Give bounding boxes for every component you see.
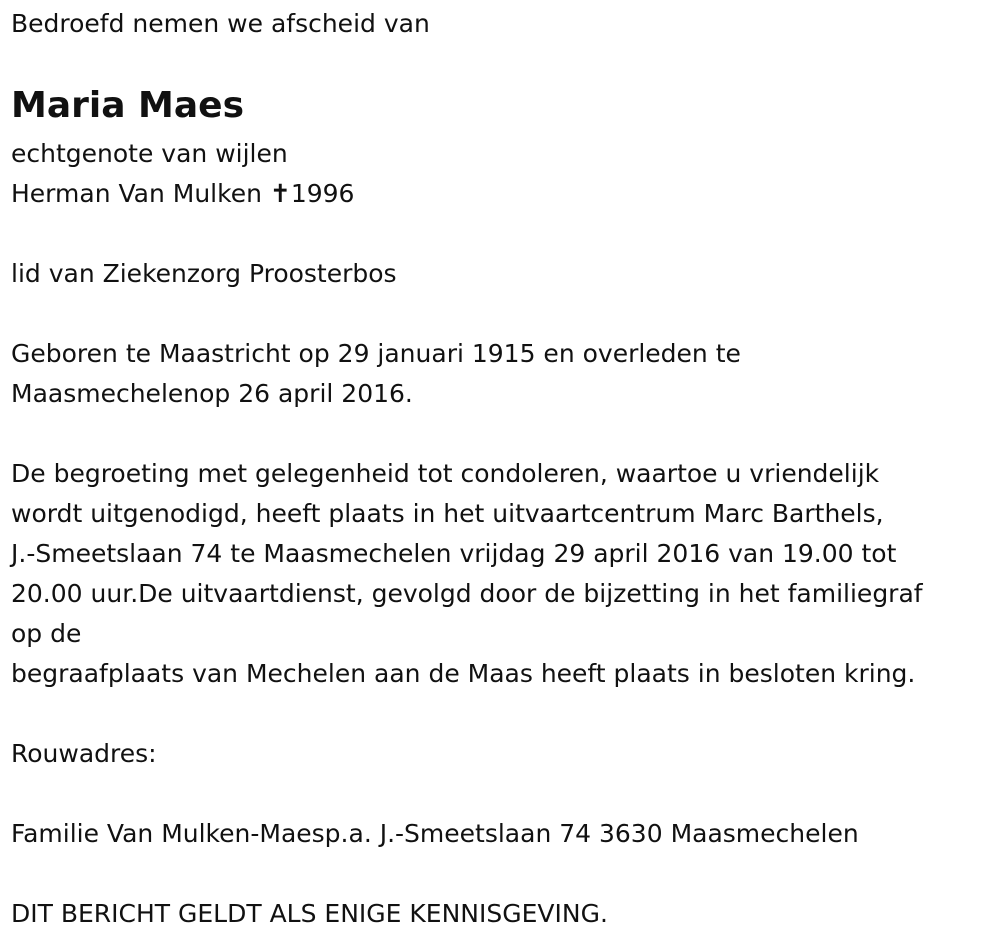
deceased-name: Maria Maes	[11, 85, 244, 126]
ceremony-line: 20.00 uur.De uitvaartdienst, gevolgd door de bijzetting in het familiegraf	[11, 579, 923, 608]
ceremony-line: J.-Smeetslaan 74 te Maasmechelen vrijdag 29 april 2016 van 19.00 tot	[11, 539, 897, 568]
birth-death-line-2: Maasmechelenop 26 april 2016.	[11, 379, 413, 408]
ceremony-line: wordt uitgenodigd, heeft plaats in het uitvaartcentrum Marc Barthels,	[11, 499, 884, 528]
address-value: Familie Van Mulken-Maesp.a. J.-Smeetslaan 74 3630 Maasmechelen	[11, 819, 859, 848]
membership-text: lid van Ziekenzorg Proosterbos	[11, 259, 397, 288]
ceremony-block	[11, 454, 923, 694]
cross-icon: ✝	[269, 179, 291, 208]
spouse-death-year: 1996	[290, 179, 355, 208]
ceremony-line: op de	[11, 619, 82, 648]
spouse-line	[11, 174, 354, 214]
birth-death-line-1: Geboren te Maastricht op 29 januari 1915 en overleden te	[11, 339, 741, 368]
life-dates-block	[11, 334, 741, 414]
spouse-name: Herman Van Mulken	[11, 179, 262, 208]
ceremony-line: begraafplaats van Mechelen aan de Maas heeft plaats in besloten kring.	[11, 659, 916, 688]
ceremony-line: De begroeting met gelegenheid tot condoleren, waartoe u vriendelijk	[11, 459, 880, 488]
spouse-relation: echtgenote van wijlen	[11, 139, 288, 168]
spouse-block	[11, 134, 354, 214]
notice-text: DIT BERICHT GELDT ALS ENIGE KENNISGEVING.	[11, 899, 608, 928]
intro-text: Bedroefd nemen we afscheid van	[11, 9, 430, 38]
address-label: Rouwadres:	[11, 739, 157, 768]
